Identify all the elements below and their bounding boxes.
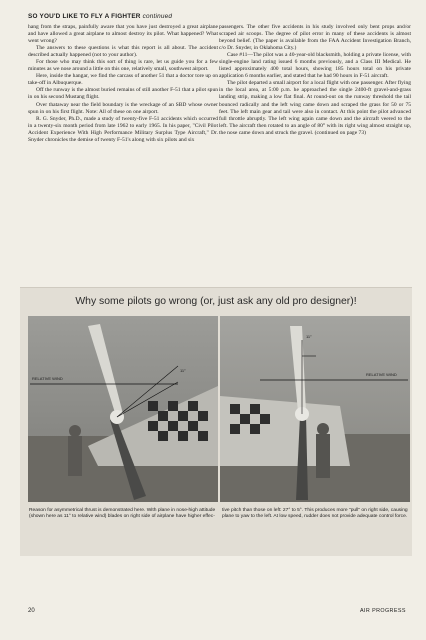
angle-label: 11°	[180, 368, 186, 373]
article-paragraph: hang from the straps, painfully aware that you have just destroyed a great airplane and have allowed a great airplane to almost destroy its pilot. What happened? What went wrong?	[28, 24, 218, 45]
article-paragraph: The pilot departed a small airport for a local flight with one passenger. After flying in the local area, at 5:00 p.m. he approached the single 2400-ft gravel-and-grass landing strip, making a low flat final. At round-out on the runway threshold the tail bounced radically and the left wing came down and scraped the grass for 50 or 75 feet. The left main gear and tail were also in contact. At this point the pilot advanced full throttle abruptly. The left wing again came down and the aircraft veered to the left. The aircraft then rotated to an angle of 80° with its right wing almost straight up, the nose came down and struck the gravel. (continued on page 73)	[219, 80, 411, 136]
figure-panel	[20, 287, 412, 556]
article-paragraph: R. G. Snyder, Ph.D., made a study of twenty-five F-51 accidents which occurred in a twenty-six month period from late 1962 to early 1965. In his paper, "Civil Pilot Accident Experience With High Performance Military Surplus Type Aircraft," Dr. Snyder chronicles the demise of twenty F-51's along with six pilots and six	[28, 115, 218, 143]
photo-right	[220, 316, 410, 502]
article-paragraph: For those who may think this sort of thing is rare, let us guide you for a few minutes as we nose around a little on this one, relatively small, southwest airport.	[28, 59, 218, 73]
relative-wind-label: RELATIVE WIND	[366, 372, 397, 377]
article-paragraph: passengers. The other five accidents in his study involved only bent props and/or scraped air scoops. The degree of pilot error in many of these accidents is almost beyond belief. (The paper is available from the FAA Accident Investigation Branch, c/o Dr. Snyder, in Oklahoma City.)	[219, 24, 411, 52]
article-column-right	[219, 24, 411, 284]
running-head-continued: continued	[142, 13, 173, 20]
article-paragraph: Off the runway is the almost buried remains of still another F-51 that a pilot spun in on his second Mustang flight.	[28, 87, 218, 101]
relative-wind-label: RELATIVE WIND	[32, 376, 63, 381]
photo-left-illustration	[28, 316, 218, 502]
angle-label: 11°	[306, 334, 312, 339]
running-head-title: SO YOU'D LIKE TO FLY A FIGHTER	[28, 13, 141, 20]
photo-left	[28, 316, 218, 502]
figure-caption-right: tive pitch than those on left: 27° to 5°. This produces more "pull" on right side, causing plane to yaw to the left. At low speed, rudder does not provide adequate control force.	[222, 508, 408, 520]
article-paragraph: Over thataway near the field boundary is the wreckage of an SBD whose owner spun in on his first flight. Note: All of these on one airport.	[28, 101, 218, 115]
figure-caption-left: Reason for asymmetrical thrust is demonstrated here. With plane in nose-high attitude (shown here as 11° to relative wind) blades on right side of airplane have higher effec-	[29, 508, 216, 520]
photo-right-illustration	[220, 316, 410, 502]
pilot-figure	[68, 436, 82, 476]
figure-title: Why some pilots go wrong (or, just ask any old pro designer)!	[75, 296, 357, 307]
article-column-left	[28, 24, 218, 284]
page-number: 20	[28, 608, 35, 614]
article-paragraph: Case #11—The pilot was a 40-year-old blacksmith, holding a private license, with single-engine land rating issued 6 months previously, and a Class III Medical. He listed approximately 400 total hours, showing 185 hours total on his private application 6 months earlier, and stated that he had 90 hours in F-51 aircraft.	[219, 52, 411, 80]
article-paragraph: Here, inside the hangar, we find the carcass of another 51 that a doctor tore up on take-off in Albuquerque.	[28, 73, 218, 87]
pilot-figure	[316, 434, 330, 478]
article-paragraph: The answers to these questions is what this report is all about. The accident described actually happened (not to your author).	[28, 45, 218, 59]
running-head	[28, 13, 172, 20]
publication-name: AIR PROGRESS	[360, 608, 406, 614]
